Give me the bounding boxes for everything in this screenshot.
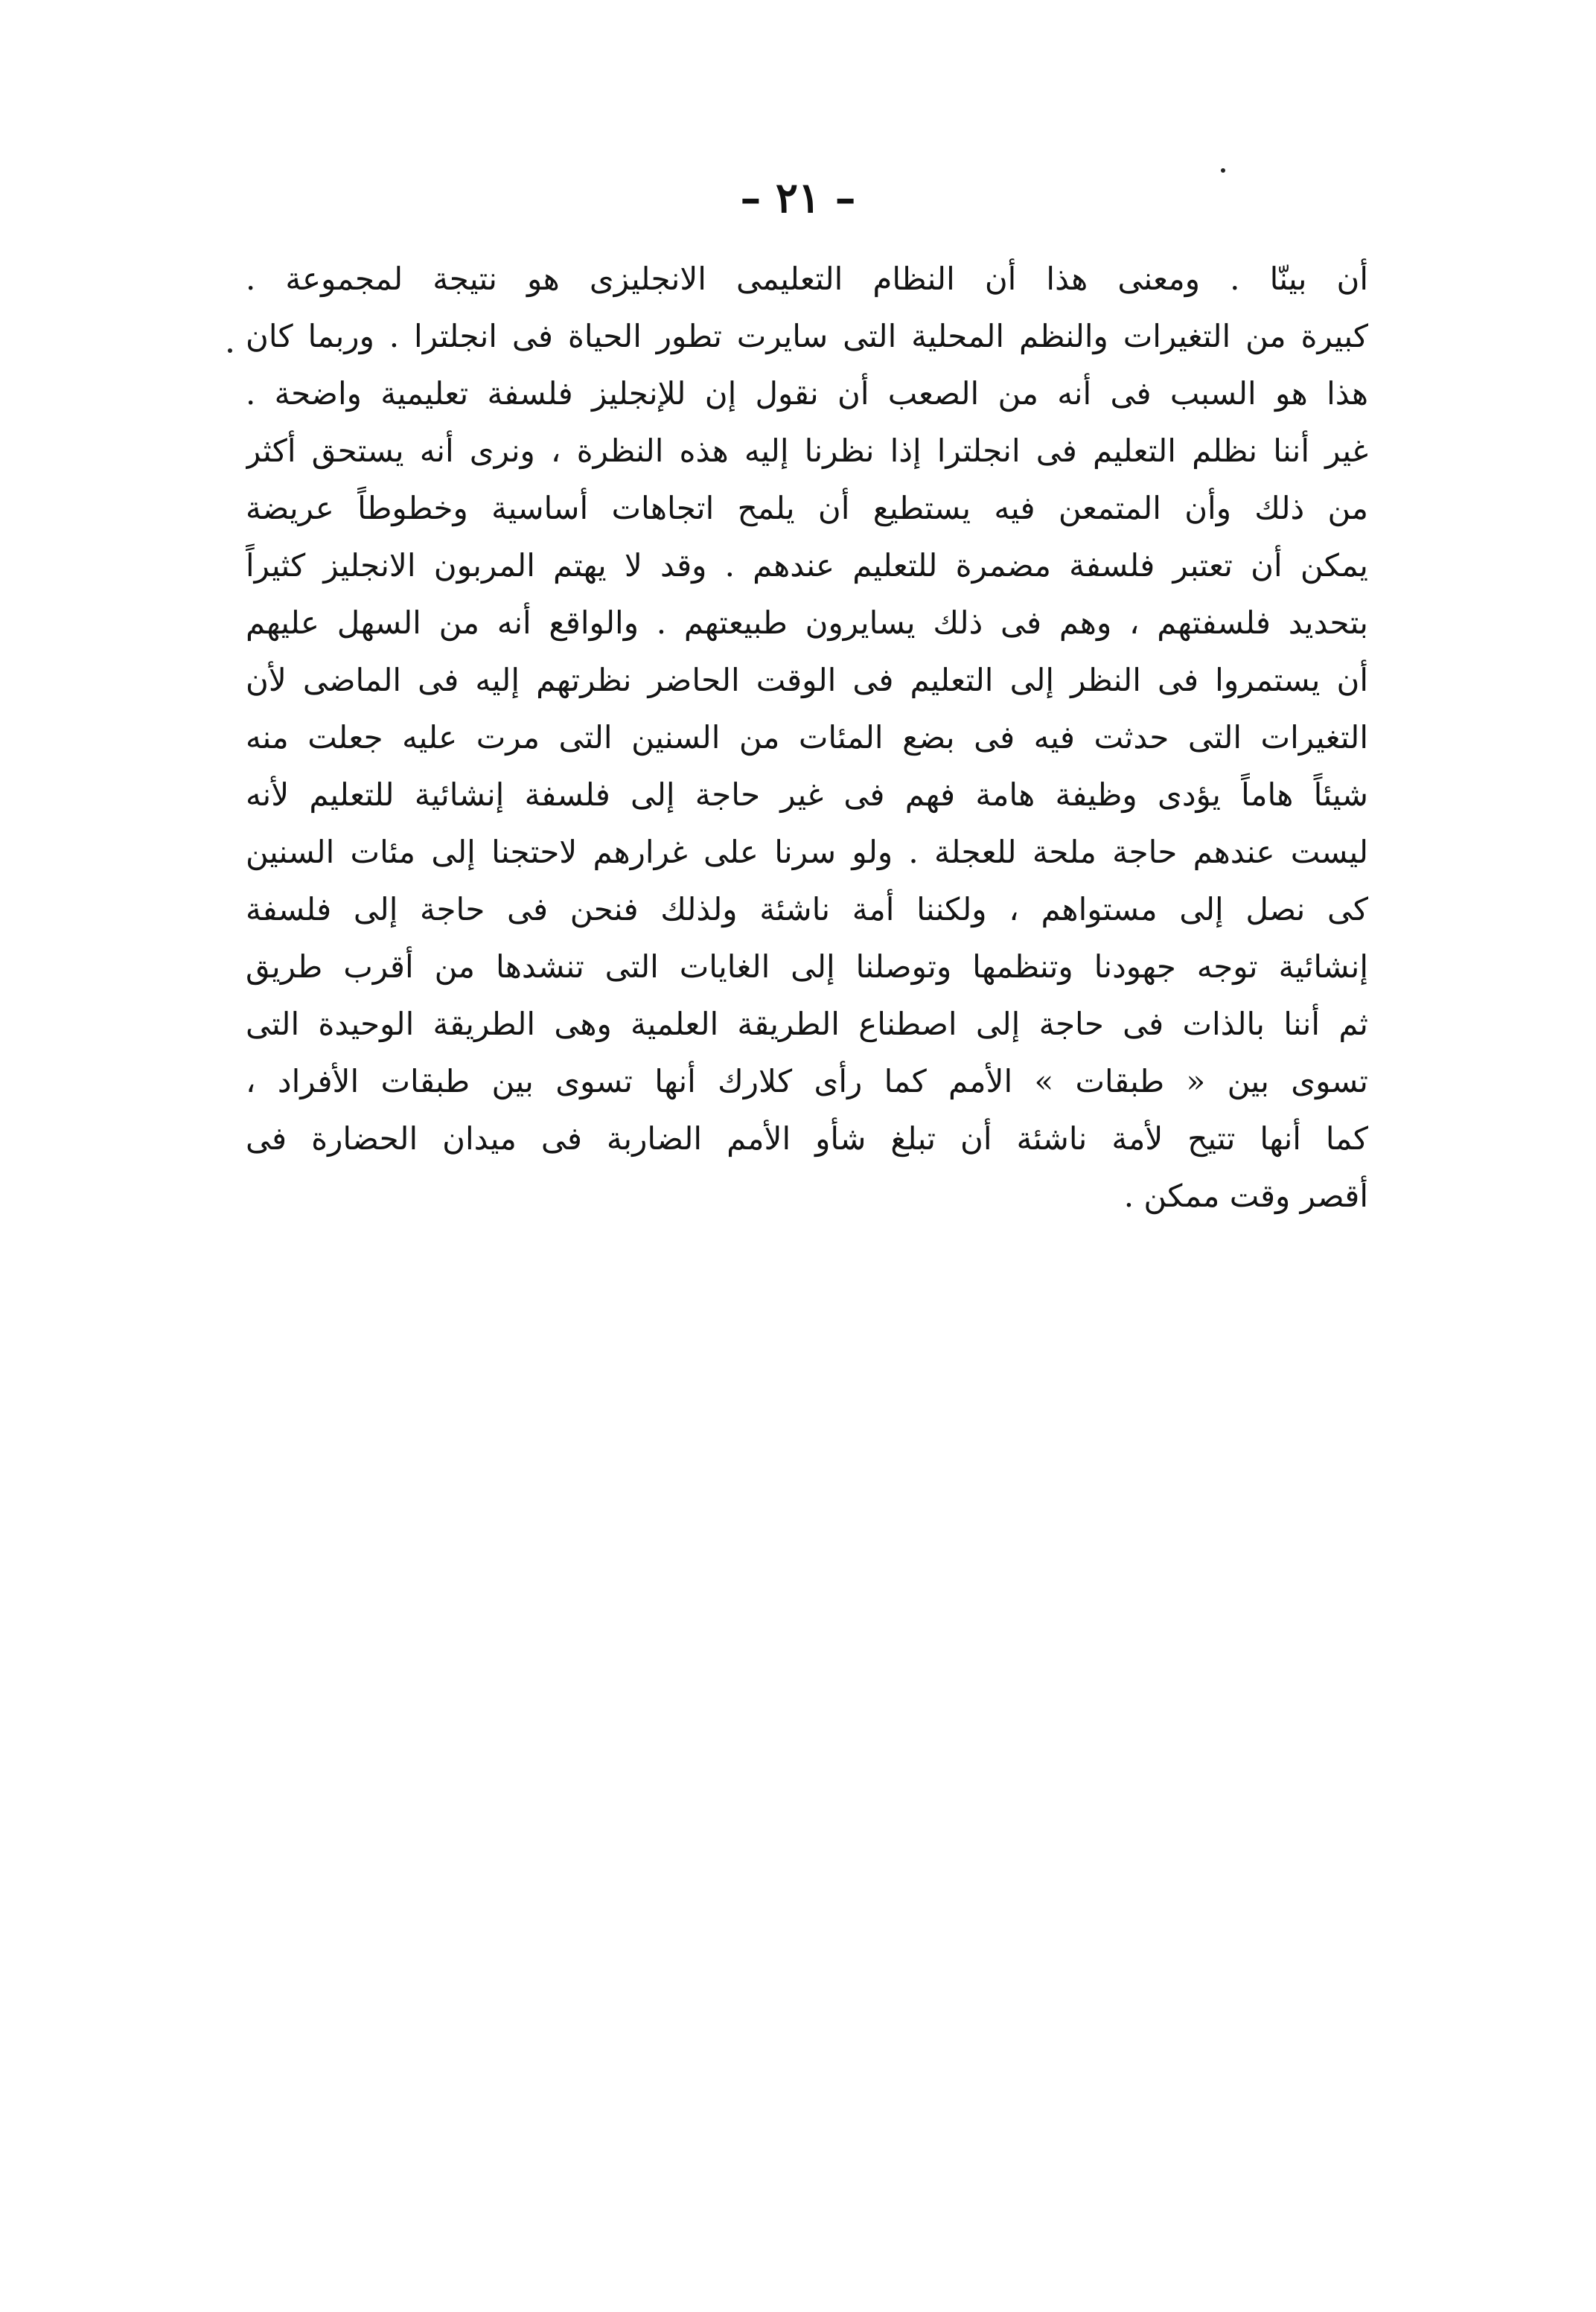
text-line: ثم أننا بالذات فى حاجة إلى اصطناع الطريقة العلمية وهى الطريقة الوحيدة التى [246,1006,1368,1042]
text-line: كى نصل إلى مستواهم ، ولكننا أمة ناشئة ولذلك فنحن فى حاجة إلى فلسفة [246,891,1368,927]
text-line: غير أننا نظلم التعليم فى انجلترا إذا نظرنا إليه هذه النظرة ، ونرى أنه يستحق أكثر [246,432,1368,469]
page-number: – ٢١ – [740,173,856,223]
text-line: تسوى بين « طبقات » الأمم كما رأى كلارك أنها تسوى بين طبقات الأفراد ، [246,1063,1368,1099]
text-line: كما أنها تتيح لأمة ناشئة أن تبلغ شأو الأمم الضاربة فى ميدان الحضارة فى [246,1120,1368,1157]
text-line: من ذلك وأن المتمعن فيه يستطيع أن يلمح اتجاهات أساسية وخطوطاً عريضة [246,490,1368,526]
text-line: يمكن أن تعتبر فلسفة مضمرة للتعليم عندهم . وقد لا يهتم المربون الانجليز كثيراً [246,547,1368,584]
text-line: أن يستمروا فى النظر إلى التعليم فى الوقت الحاضر نظرتهم إليه فى الماضى لأن [246,662,1368,698]
text-line: شيئاً هاماً يؤدى وظيفة هامة فهم فى غير حاجة إلى فلسفة إنشائية للتعليم لأنه [246,776,1368,813]
text-line-last: أقصر وقت ممكن . [1123,1178,1368,1214]
text-line: إنشائية توجه جهودنا وتنظمها وتوصلنا إلى الغايات التى تنشدها من أقرب طريق [246,948,1368,985]
text-line: كبيرة من التغيرات والنظم المحلية التى سايرت تطور الحياة فى انجلترا . وربما كان [246,318,1368,354]
text-line: أن بينّا . ومعنى هذا أن النظام التعليمى الانجليزى هو نتيجة لمجموعة . [246,261,1368,297]
text-line: هذا هو السبب فى أنه من الصعب أن نقول إن للإنجليز فلسفة تعليمية واضحة . [246,375,1368,412]
text-line: التغيرات التى حدثت فيه فى بضع المئات من السنين التى مرت عليه جعلت منه [246,719,1368,756]
text-line: ليست عندهم حاجة ملحة للعجلة . ولو سرنا على غرارهم لاحتجنا إلى مئات السنين [246,834,1368,870]
text-line: بتحديد فلسفتهم ، وهم فى ذلك يسايرون طبيعتهم . والواقع أنه من السهل عليهم [246,604,1368,641]
scan-speck [228,348,232,353]
body-text [246,250,1368,1224]
